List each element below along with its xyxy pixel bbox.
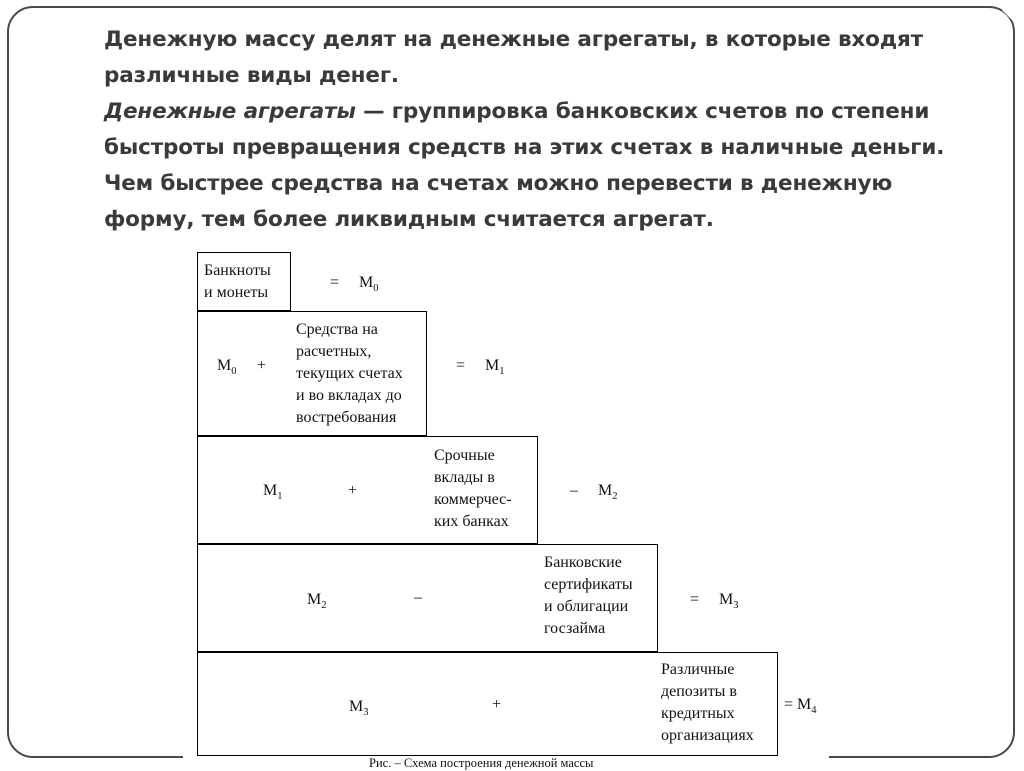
box-row3-line1: Банковские [544, 554, 622, 571]
row2-prev-letter: M [263, 482, 278, 499]
row2-result [598, 481, 617, 507]
row3-operator: – [414, 589, 422, 606]
box-row3-line2: сертификаты [544, 576, 633, 593]
row1-result [485, 356, 504, 382]
row3-prev [307, 590, 326, 616]
definition-rest: — группировка банковских счетов по степени [355, 99, 930, 124]
box-row2-line3: коммерчес- [434, 491, 512, 508]
text-line-6: форму, тем более ликвидным считается агрегат. [104, 207, 714, 232]
row3-result-letter: M [719, 591, 734, 608]
box-row3-line3: и облигации [544, 598, 629, 615]
box-row1-line3: текущих счетах [296, 365, 403, 382]
box-row2-line1: Срочные [434, 447, 495, 464]
box-row2-line4: ких банках [434, 513, 509, 530]
diagram-caption: Рис. – Схема построения денежной массы [369, 756, 594, 770]
row2-result-letter: M [598, 482, 613, 499]
row4-result [797, 695, 816, 721]
row3-prev-letter: M [307, 591, 322, 608]
text-line-5: Чем быстрее средства на счетах можно перевести в денежную [104, 171, 893, 196]
box-row4-line3: кредитных [661, 705, 735, 722]
text-line-1: Денежную массу делят на денежные агрегаты, в которые входят [104, 27, 923, 52]
box-row0-line2: и монеты [204, 284, 269, 301]
row3-prev-sub: 2 [321, 600, 327, 611]
row4-prev [349, 697, 368, 723]
row2-prev-sub: 1 [277, 491, 283, 502]
box-row1-line2: расчетных, [296, 343, 372, 360]
row2-equals: – [570, 482, 578, 499]
row2-operator: + [348, 482, 358, 499]
box-row4-line2: депозиты в [661, 683, 737, 700]
box-row4-line1: Различные [661, 661, 735, 678]
money-aggregates-diagram [183, 250, 829, 770]
row1-result-sub: 1 [499, 366, 505, 377]
row1-operator: + [257, 357, 267, 374]
row4-result-sub: 4 [811, 705, 817, 716]
box-row3-line4: госзайма [544, 620, 606, 637]
definition-term: Денежные агрегаты [104, 99, 356, 124]
row2-result-sub: 2 [612, 491, 618, 502]
row4-prev-sub: 3 [363, 707, 369, 718]
box-row1-line5: востребования [296, 409, 397, 426]
box-row2-line2: вклады в [434, 469, 495, 486]
row2-prev [263, 481, 282, 507]
row1-result-letter: M [485, 357, 500, 374]
row3-result-sub: 3 [733, 600, 739, 611]
slide-text [104, 22, 984, 238]
box-row1-line4: и во вкладах до [296, 387, 402, 404]
row3-result [719, 590, 738, 616]
row4-prev-letter: M [349, 698, 364, 715]
row4-equals: = [784, 696, 794, 713]
box-row1-line1: Средства на [296, 321, 378, 338]
text-line-4: быстроты превращения средств на этих счетах в наличные деньги. [104, 135, 945, 160]
box-row4-line4: организациях [661, 727, 754, 744]
row0-result [359, 273, 378, 299]
row0-result-letter: M [359, 274, 374, 291]
row4-result-letter: M [797, 696, 812, 713]
definition-line [104, 94, 984, 130]
row1-prev-letter: M [217, 357, 232, 374]
row0-equals: = [330, 274, 340, 291]
row1-prev [217, 356, 236, 382]
row1-prev-sub: 0 [231, 366, 237, 377]
frame-corner [1002, 10, 1014, 22]
box-row0-line1: Банкноты [204, 262, 271, 279]
row3-equals: = [690, 591, 700, 608]
row4-operator: + [492, 696, 502, 713]
row1-equals: = [456, 357, 466, 374]
row0-result-sub: 0 [373, 283, 379, 294]
text-line-2: различные виды денег. [104, 63, 399, 88]
